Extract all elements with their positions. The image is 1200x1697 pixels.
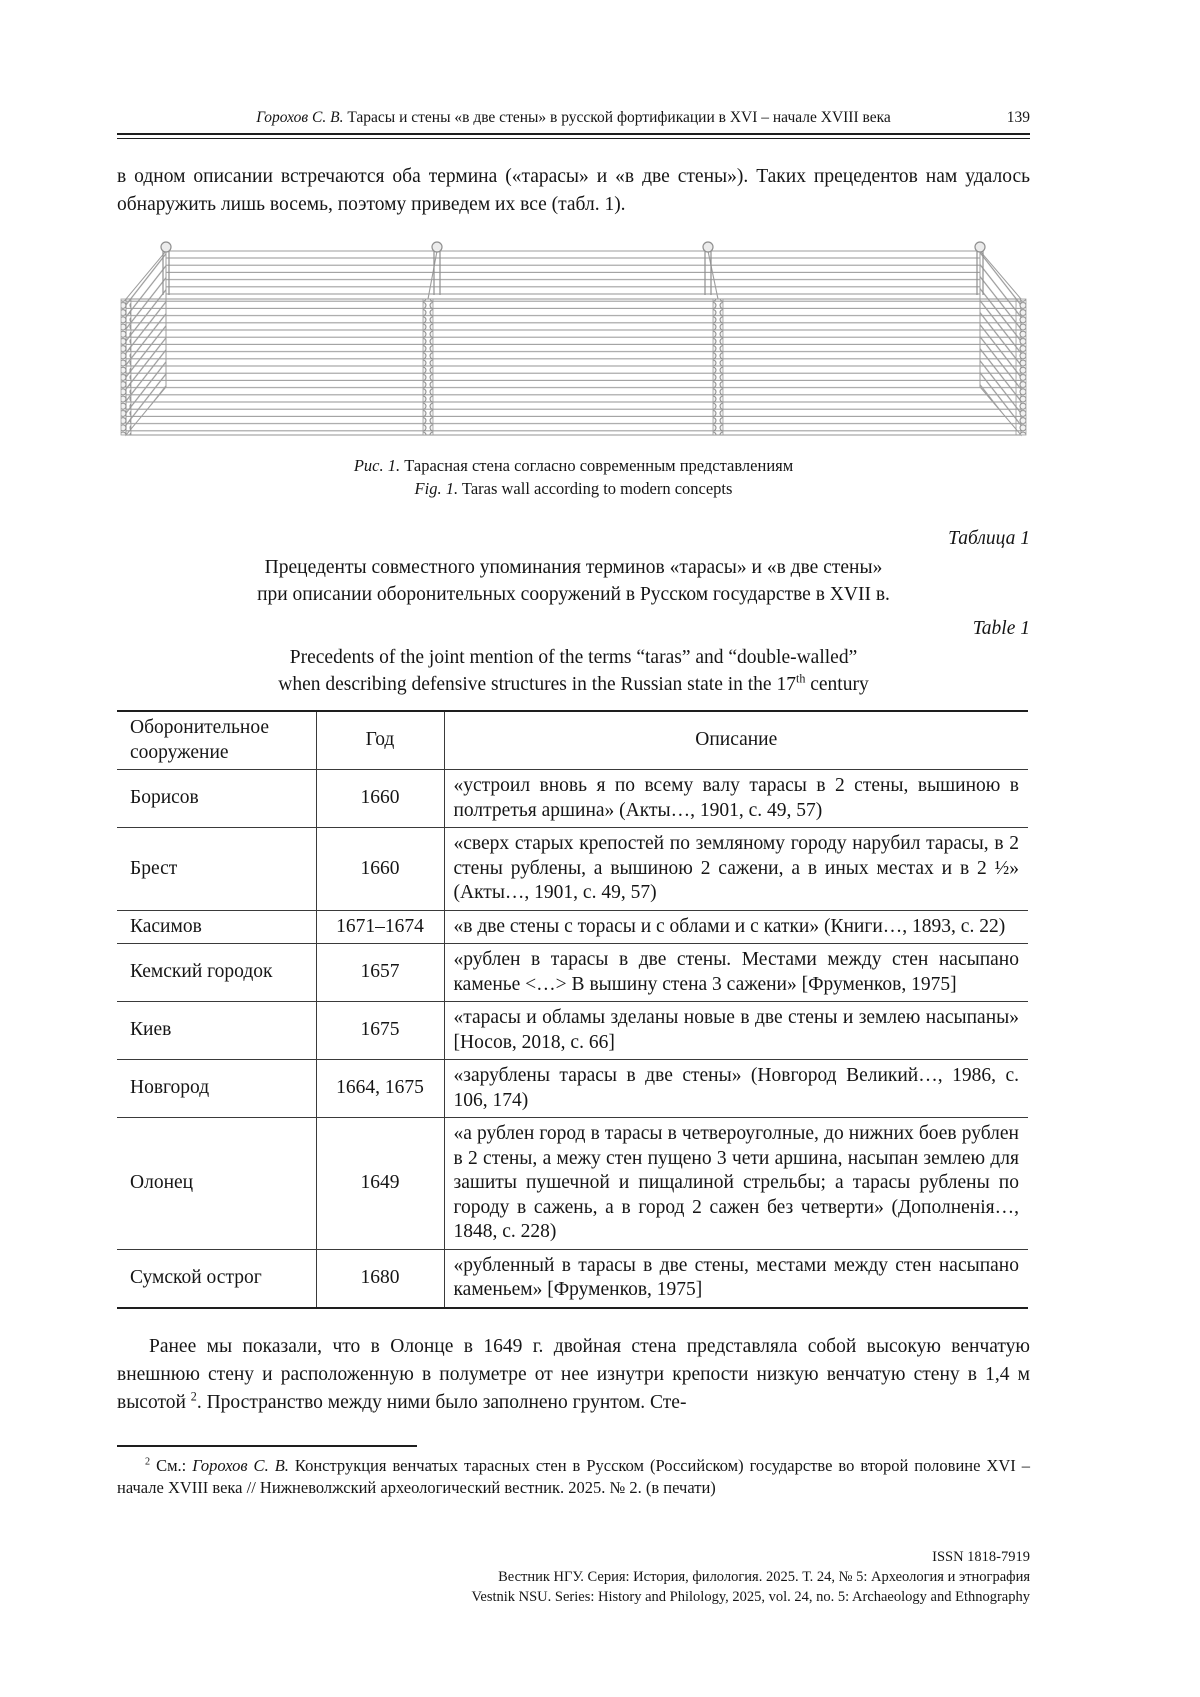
- year-cell: 1657: [316, 944, 444, 1002]
- description-cell: «тарасы и обламы зделаны новые в две стены и землею насыпаны» [Носов, 2018, с. 66]: [444, 1002, 1028, 1060]
- table-title-en-line2: [117, 671, 1030, 698]
- footnote-author: Горохов С. В.: [192, 1455, 289, 1475]
- year-cell: 1649: [316, 1118, 444, 1250]
- year-cell: 1664, 1675: [316, 1060, 444, 1118]
- figure-label-en: Fig. 1.: [414, 479, 459, 498]
- footnote-rule: [117, 1445, 417, 1447]
- body-paragraph-text: Ранее мы показали, что в Олонце в 1649 г. двойная стена представляла собой высокую венчатую внешнюю стену и расположенную в полуметре от нее изнутри крепости низкую венчатую стену в 1,4 м высотой: [117, 1335, 1030, 1413]
- body-paragraph: [117, 1333, 1030, 1417]
- log-ends-divider: [423, 299, 433, 435]
- table-label-en: Table 1: [972, 618, 1030, 639]
- table-label-ru: Таблица 1: [948, 528, 1030, 549]
- table-title-en-line2-post: century: [805, 674, 869, 695]
- back-wall: [166, 251, 980, 299]
- fortification-cell: Брест: [117, 828, 316, 911]
- column-header-description: Описание: [444, 711, 1028, 770]
- footnote-marker: 2: [145, 1456, 151, 1467]
- table-title-en-line1: Precedents of the joint mention of the terms “taras” and “double-walled”: [289, 647, 858, 668]
- fortification-cell: Борисов: [117, 770, 316, 828]
- footnote: [117, 1455, 1030, 1499]
- footnote-prefix: См.:: [150, 1455, 193, 1475]
- log-ends-divider: [713, 299, 723, 435]
- table-title-ru: [117, 554, 1030, 608]
- table-row: [117, 1118, 1028, 1250]
- table-row: [117, 944, 1028, 1002]
- figure-caption-en: [117, 477, 1030, 500]
- table-title-ru-line1: Прецеденты совместного упоминания терминов «тарасы» и «в две стены»: [264, 557, 883, 578]
- footer-journal-en: Vestnik NSU. Series: History and Philology, 2025, vol. 24, no. 5: Archaeology and Ethnography: [471, 1588, 1030, 1605]
- description-cell: «в две стены с торасы и с облами и с катки» (Книги…, 1893, с. 22): [444, 910, 1028, 944]
- figure-label-ru: Рис. 1.: [353, 456, 401, 475]
- table-title-en: [117, 644, 1030, 698]
- precedents-table: [117, 710, 1028, 1309]
- fortification-cell: Касимов: [117, 910, 316, 944]
- header-rule: [117, 133, 1030, 139]
- table-header-row: [117, 711, 1028, 770]
- description-cell: «устроил вновь я по всему валу тарасы в 2 стены, вышиною в полтретья аршина» (Акты…, 1901, с. 49, 57): [444, 770, 1028, 828]
- fortification-cell: Новгород: [117, 1060, 316, 1118]
- year-cell: 1680: [316, 1249, 444, 1308]
- fortification-cell: Кемский городок: [117, 944, 316, 1002]
- table-row: [117, 770, 1028, 828]
- description-cell: «а рублен город в тарасы в четвероуголные, до нижних боев рублен в 2 стены, а межу стен пущено 3 чети аршина, насыпан землею для зашиты пушечной и пищалиной стрельбы; а тарасы рублены по городу в сажень, а в город 2 сажен без четверти» (Дополненія…, 1848, с. 228): [444, 1118, 1028, 1250]
- table-row: [117, 828, 1028, 911]
- front-wall: [126, 299, 1021, 435]
- footnote-text: Конструкция венчатых тарасных стен в Русском (Российском) государстве во второй половине XVI – начале XVIII века // Нижневолжский археологический вестник. 2025. № 2. (в печати): [117, 1455, 1031, 1497]
- column-header-fortification: Оборонительное сооружение: [117, 711, 316, 770]
- log-ends-left: [121, 299, 131, 435]
- fortification-cell: Киев: [117, 1002, 316, 1060]
- table-title-en-line2-pre: when describing defensive structures in the Russian state in the 17: [278, 674, 796, 695]
- fortification-cell: Сумской острог: [117, 1249, 316, 1308]
- table-row: [117, 1002, 1028, 1060]
- intro-paragraph: в одном описании встречаются оба термина («тарасы» и «в две стены»). Таких прецедентов нам удалось обнаружить лишь восемь, поэтому приведем их все (табл. 1).: [117, 166, 1030, 215]
- description-cell: «зарублены тарасы в две стены» (Новгород Великий…, 1986, с. 106, 174): [444, 1060, 1028, 1118]
- column-header-year: Год: [316, 711, 444, 770]
- footer-issn: ISSN 1818-7919: [932, 1548, 1030, 1565]
- figure-caption-ru: [117, 454, 1030, 477]
- description-cell: «рублен в тарасы в две стены. Местами между стен насыпано каменье <…> В вышину стена 3 сажени» [Фруменков, 1975]: [444, 944, 1028, 1002]
- table-row: [117, 1060, 1028, 1118]
- figure-block: [117, 237, 1030, 500]
- ordinal-superscript: th: [795, 671, 806, 686]
- figure-caption-ru-text: Тарасная стена согласно современным представлениям: [400, 456, 794, 475]
- description-cell: «рубленный в тарасы в две стены, местами между стен насыпано каменьем» [Фруменков, 1975]: [444, 1249, 1028, 1308]
- footer-journal-ru: Вестник НГУ. Серия: История, филология. 2025. Т. 24, № 5: Археология и этнография: [498, 1568, 1030, 1585]
- footnote-ref: 2: [190, 1389, 197, 1403]
- running-head: [117, 108, 1030, 128]
- taras-wall-figure: [118, 237, 1029, 437]
- figure-caption: [117, 454, 1030, 500]
- year-cell: 1660: [316, 770, 444, 828]
- fortification-cell: Олонец: [117, 1118, 316, 1250]
- year-cell: 1675: [316, 1002, 444, 1060]
- table-title-ru-line2: при описании оборонительных сооружений в Русском государстве в XVII в.: [257, 584, 890, 605]
- running-head-title: Тарасы и стены «в две стены» в русской фортификации в XVI – начале XVIII века: [343, 109, 891, 126]
- year-cell: 1660: [316, 828, 444, 911]
- description-cell: «сверх старых крепостей по земляному городу нарубил тарасы, в 2 стены рублены, а вышиною 2 сажени, а в иных местах и в 2 ½» (Акты…, 1901, с. 49, 57): [444, 828, 1028, 911]
- body-paragraph-text-cont: . Пространство между ними было заполнено грунтом. Сте-: [196, 1391, 687, 1413]
- running-head-author: Горохов С. В.: [256, 109, 344, 126]
- table-row: [117, 910, 1028, 944]
- figure-caption-en-text: Taras wall according to modern concepts: [458, 479, 733, 498]
- table-row: [117, 1249, 1028, 1308]
- year-cell: 1671–1674: [316, 910, 444, 944]
- log-ends-right: [1016, 299, 1026, 435]
- page-number: 139: [1006, 109, 1030, 126]
- page-footer: [117, 1547, 1030, 1607]
